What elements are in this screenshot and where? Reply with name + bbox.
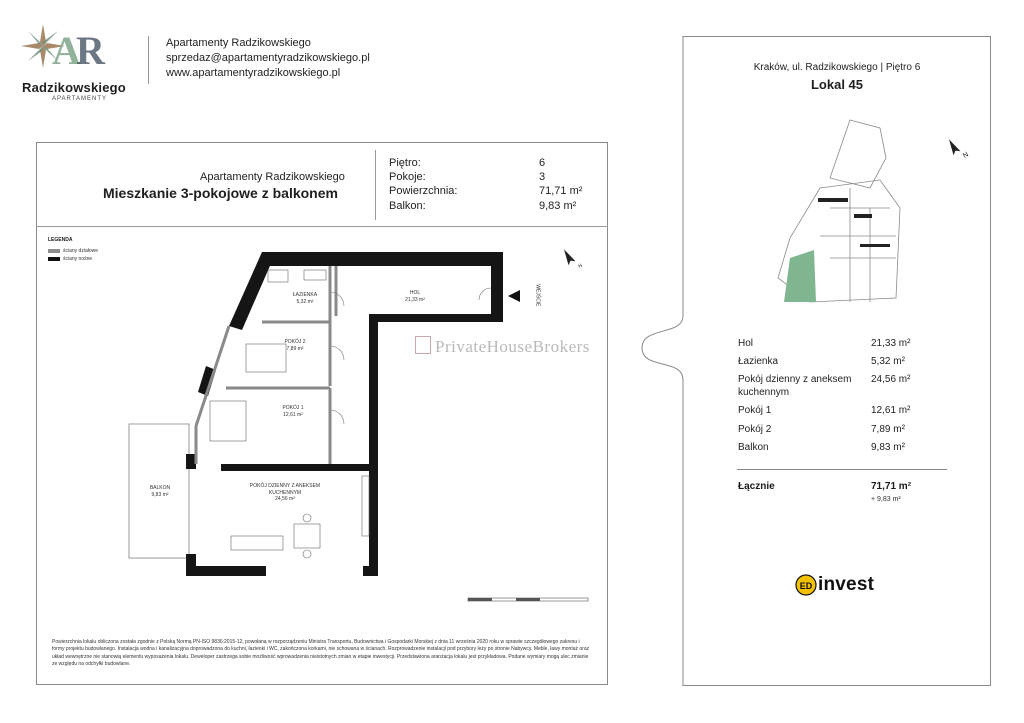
svg-text:R: R bbox=[76, 28, 105, 73]
watermark-text: PrivateHouseBrokers bbox=[435, 337, 590, 356]
spec-label-balcony: Balkon: bbox=[389, 200, 426, 212]
bearing-walls bbox=[186, 252, 503, 576]
room-row-value-dzienny: 24,56 m² bbox=[871, 374, 911, 385]
logo-emblem-icon bbox=[18, 20, 118, 80]
brand-name: invest bbox=[818, 574, 875, 595]
svg-text:A: A bbox=[52, 28, 81, 73]
room-name-hol: HOL bbox=[409, 290, 421, 296]
room-area-pokoj1: 12,61 m² bbox=[283, 411, 303, 418]
room-name-pokoj2: POKÓJ 2 bbox=[284, 339, 306, 345]
total-value: 71,71 m² bbox=[871, 481, 912, 492]
room-area-balkon: 9,83 m² bbox=[151, 491, 169, 498]
company-name: Apartamenty Radzikowskiego bbox=[166, 37, 311, 49]
room-area-dzienny: 24,56 m² bbox=[275, 496, 295, 502]
room-area-hol: 21,33 m² bbox=[405, 296, 425, 303]
room-label-lazienka bbox=[280, 292, 330, 305]
svg-text:N: N bbox=[961, 151, 970, 160]
room-row-value-balkon: 9,83 m² bbox=[871, 442, 905, 453]
key-plan-north-icon bbox=[946, 135, 970, 164]
room-row-label-lazienka: Łazienka bbox=[738, 356, 779, 367]
north-arrow-icon bbox=[561, 245, 584, 274]
room-row-value-lazienka: 5,32 m² bbox=[871, 356, 905, 367]
room-row-value-hol: 21,33 m² bbox=[871, 338, 911, 349]
room-label-dzienny bbox=[240, 483, 330, 503]
logo-subtitle: APARTAMENTY bbox=[52, 96, 108, 102]
entrance-arrow-icon bbox=[508, 290, 520, 302]
logo-name: Radzikowskiego bbox=[22, 80, 126, 95]
brand-mark-text: ED bbox=[799, 581, 813, 591]
room-row-label-pokoj1: Pokój 1 bbox=[738, 405, 772, 416]
legend-title: LEGENDA bbox=[48, 237, 73, 243]
spec-label-area: Powierzchnia: bbox=[389, 185, 458, 197]
total-divider bbox=[737, 469, 947, 470]
building-key-plan bbox=[770, 118, 970, 308]
room-name-pokoj1: POKÓJ 1 bbox=[282, 405, 304, 411]
watermark bbox=[415, 336, 590, 357]
email-link[interactable]: sprzedaz@apartamentyradzikowskiego.pl bbox=[166, 52, 370, 64]
room-label-pokoj2 bbox=[270, 339, 320, 352]
room-row-label-balkon: Balkon bbox=[738, 442, 769, 453]
total-label: Łącznie bbox=[738, 481, 775, 492]
unit-number: Lokal 45 bbox=[810, 77, 864, 92]
scale-bar bbox=[468, 598, 588, 601]
plan-title: Mieszkanie 3-pokojowe z balkonem bbox=[103, 185, 338, 201]
disclaimer-text: Powierzchnia lokalu obliczona została zgodnie z Polską Normą PN-ISO 9836:2015-12, powołaną w rozporządzeniu Ministra Transportu, Budownictwa i Gospodarki Morskiej z dnia 11 września 2020 roku w sprawie szczegółowego zakresu i formy projektu budowlanego. Instalacja wodna i kanalizacyjna doprowadzona do kuchni, łazienki i WC, zakończona korkami, nie schowana w ścianach. Rozprowadzenie instalacji pod przybory leży po stronie Nabywcy. Meble, ławy montaż oraz układ wewnętrzne nie stanowią elementu wyposażenia lokalu. Deweloper zastrzega sobie możliwość wprowadzenia nieistotnych zmian w etapie inwestycji. Przedstawiona aranżacja lokalu jest przykładowa. Podane wymiary mogą ulec zmianie ze względu na odchyłki budowlane. bbox=[52, 639, 590, 667]
room-label-hol bbox=[390, 290, 440, 303]
room-row-label-pokoj2: Pokój 2 bbox=[738, 424, 772, 435]
room-row-value-pokoj2: 7,89 m² bbox=[871, 424, 905, 435]
legend-label-partition: ściany działowe bbox=[63, 248, 99, 254]
room-label-pokoj1 bbox=[268, 405, 318, 418]
watermark-icon bbox=[415, 336, 431, 354]
logo bbox=[18, 20, 138, 120]
room-row-label-hol: Hol bbox=[738, 338, 754, 349]
room-name-dzienny: POKÓJ DZIENNY Z ANEKSEM KUCHENNYM bbox=[249, 483, 321, 496]
room-row-label-dzienny: Pokój dzienny z aneksem kuchennym bbox=[738, 374, 852, 398]
spec-value-rooms: 3 bbox=[539, 171, 546, 183]
svg-text:N: N bbox=[577, 262, 584, 270]
room-row-value-pokoj1: 12,61 m² bbox=[871, 405, 911, 416]
website-link[interactable]: www.apartamentyradzikowskiego.pl bbox=[166, 67, 341, 79]
brand-logo-icon bbox=[795, 574, 817, 601]
spec-value-balcony: 9,83 m² bbox=[539, 200, 577, 212]
legend-label-bearing: ściany nośne bbox=[63, 256, 93, 262]
room-area-lazienka: 5,32 m² bbox=[296, 298, 314, 305]
total-balcony-value: + 9,83 m² bbox=[871, 496, 901, 503]
room-name-balkon: BALKON bbox=[149, 485, 171, 491]
entrance-label: WEJŚCIE bbox=[534, 284, 541, 307]
spec-label-floor: Piętro: bbox=[389, 157, 421, 169]
spec-value-area: 71,71 m² bbox=[539, 185, 583, 197]
room-label-balkon bbox=[135, 485, 185, 498]
unit-address: Kraków, ul. Radzikowskiego | Piętro 6 bbox=[753, 62, 921, 73]
room-area-pokoj2: 7,89 m² bbox=[286, 345, 304, 352]
header-divider bbox=[148, 36, 149, 84]
header-vertical-divider bbox=[375, 150, 376, 220]
room-name-lazienka: ŁAZIENKA bbox=[292, 292, 318, 298]
floor-plan bbox=[36, 226, 608, 636]
plan-subtitle: Apartamenty Radzikowskiego bbox=[200, 171, 345, 183]
spec-value-floor: 6 bbox=[539, 157, 546, 169]
unit-highlight bbox=[784, 250, 816, 302]
spec-label-rooms: Pokoje: bbox=[389, 171, 426, 183]
